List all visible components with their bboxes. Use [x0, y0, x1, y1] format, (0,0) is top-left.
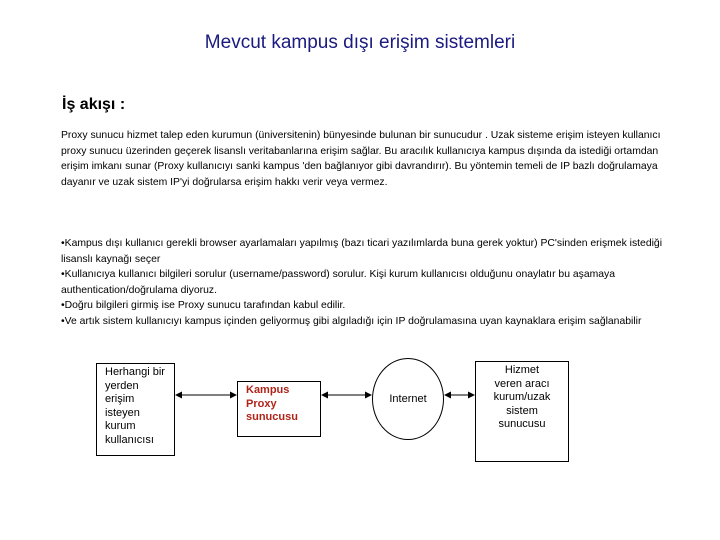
list-item: •Ve artık sistem kullanıcıyı kampus içinden geliyormuş gibi algıladığı için IP doğrulamasına uyan kaynaklara erişim sağlanabilir: [61, 315, 642, 327]
user-box-label: Herhangi bir yerden erişim isteyen kurum kullanıcısı: [105, 366, 165, 446]
remote-system-box: [475, 361, 569, 462]
internet-ellipse: [372, 358, 444, 440]
proxy-server-box: [237, 381, 321, 437]
workflow-steps: [61, 236, 691, 329]
internet-label: Internet: [389, 393, 427, 405]
page-title: Mevcut kampus dışı erişim sistemleri: [204, 32, 516, 53]
user-box: [96, 363, 175, 456]
list-item: •Kampus dışı kullanıcı gerekli browser ayarlamaları yapılmış (bazı ticari yazılımlarda buna gerek yoktur) PC'sinden erişmek istediği lisanslı kaynağı seçer: [61, 238, 663, 265]
intro-paragraph: Proxy sunucu hizmet talep eden kurumun (üniversitenin) bünyesinde bulunan bir sunucudur . Uzak sisteme erişim isteyen kullanıcı proxy sunucu üzerinden geçerek lisanslı veritabanlarına erişim sağlar. Bu aracılık kullanıcıya kampus dışında da istediği ortamdan erişim imkanı sunar (Proxy kullanıcıyı sanki kampus 'den bağlanıyor gibi davrandırır). Bu yöntemin temeli de IP bazlı doğrulamaya dayanır ve uzak sistem IP'yi doğrularsa erişim hakkı verir veya vermez.: [61, 130, 661, 188]
workflow-heading: İş akışı :: [62, 96, 126, 113]
remote-box-label: Hizmet veren aracı kurum/uzak sistem sunucusu: [493, 364, 551, 430]
list-item: •Doğru bilgileri girmiş ise Proxy sunucu tarafından kabul edilir.: [61, 300, 346, 311]
proxy-box-label: Kampus Proxy sunucusu: [246, 384, 298, 423]
list-item: •Kullanıcıya kullanıcı bilgileri sorulur (username/password) sorulur. Kişi kurum kullanıcısı olduğunu onaylatır bu aşamaya authentication/doğrulama diyoruz.: [61, 269, 616, 296]
